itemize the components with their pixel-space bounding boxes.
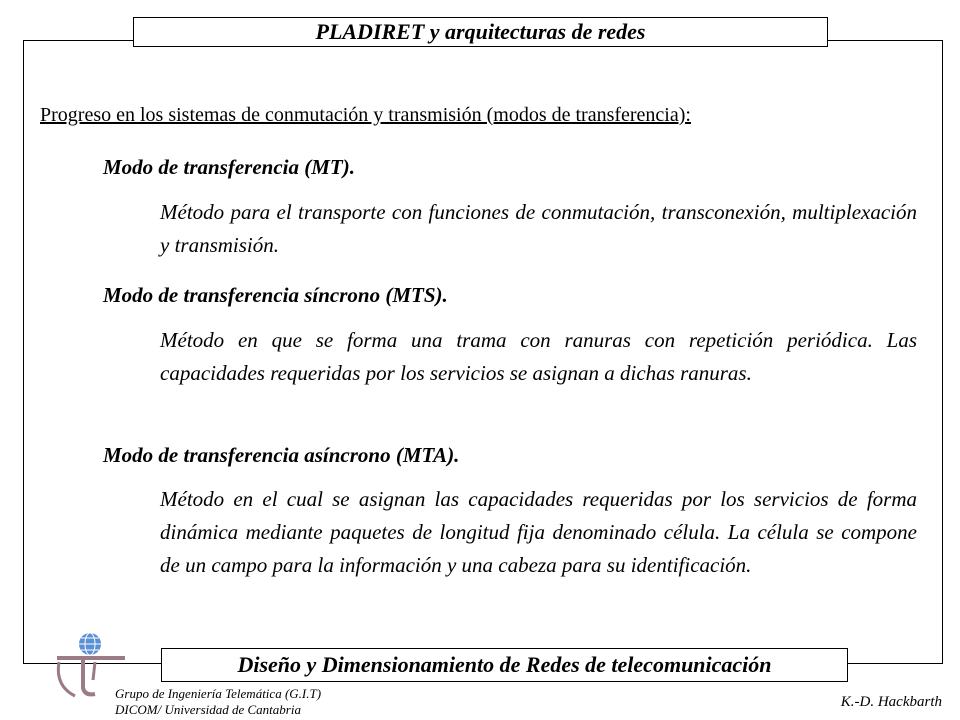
item-text-mta: Método en el cual se asignan las capacidades requeridas por los servicios de forma dinámica mediante paquetes de longitud fija denominado célula. La célula se compone de un campo para la información y una cabeza para su identificación. (160, 487, 917, 577)
footer-title-box (161, 648, 848, 682)
group-name: Grupo de Ingeniería Telemática (G.I.T) (115, 686, 322, 701)
header-title-box (133, 17, 828, 47)
item-text-mt: Método para el transporte con funciones de conmutación, transconexión, multiplexación y transmisión. (160, 200, 917, 257)
header-title: PLADIRET y arquitecturas de redes (315, 19, 646, 44)
university-name: DICOM/ Universidad de Cantabria (115, 702, 301, 717)
intro-text: Progreso en los sistemas de conmutación y transmisión (modos de transferencia): (40, 104, 691, 126)
group-affiliation (115, 686, 321, 718)
item-heading-mt: Modo de transferencia (MT). (103, 155, 355, 179)
globe-icon (79, 633, 101, 655)
item-heading-mts: Modo de transferencia síncrono (MTS). (103, 283, 448, 307)
item-text-mts: Método en que se forma una trama con ranuras con repetición periódica. Las capacidades requeridas por los servicios se asignan a dichas ranuras. (160, 328, 917, 385)
item-heading-mta: Modo de transferencia asíncrono (MTA). (103, 443, 460, 467)
footer-title: Diseño y Dimensionamiento de Redes de telecomunicación (237, 652, 772, 677)
author-name: K.-D. Hackbarth (840, 694, 942, 710)
